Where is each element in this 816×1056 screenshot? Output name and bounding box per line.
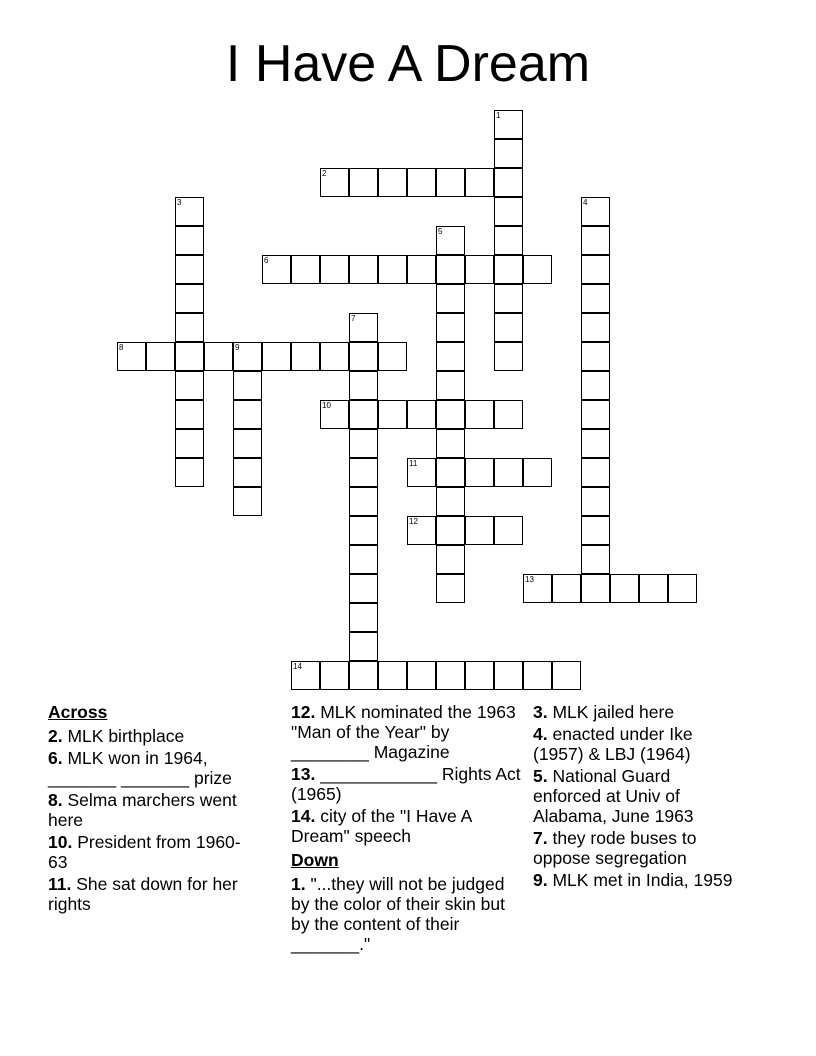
grid-cell[interactable] [494, 342, 523, 371]
grid-cell[interactable] [175, 400, 204, 429]
down-clue-9 [533, 870, 743, 890]
cell-number: 7 [351, 314, 356, 323]
grid-cell[interactable] [320, 255, 349, 284]
grid-cell[interactable] [639, 574, 668, 603]
clue-text: She sat down for her rights [48, 874, 238, 914]
grid-cell[interactable] [436, 313, 465, 342]
grid-cell[interactable] [494, 661, 523, 690]
grid-cell[interactable] [378, 255, 407, 284]
clue-number: 6. [48, 748, 63, 768]
clue-number: 7. [533, 828, 548, 848]
grid-cell[interactable] [581, 545, 610, 574]
grid-cell[interactable] [320, 168, 349, 197]
clue-text: they rode buses to oppose segregation [533, 828, 697, 868]
grid-cell[interactable] [465, 168, 494, 197]
clue-text: city of the "I Have A Dream" speech [291, 806, 472, 846]
grid-cell[interactable] [436, 342, 465, 371]
grid-cell[interactable] [523, 458, 552, 487]
grid-cell[interactable] [320, 342, 349, 371]
across-clue-11 [48, 874, 258, 914]
down-heading: Down [291, 850, 339, 870]
grid-cell[interactable] [581, 429, 610, 458]
grid-cell[interactable] [233, 458, 262, 487]
grid-cell[interactable] [436, 458, 465, 487]
grid-cell[interactable] [349, 429, 378, 458]
across-heading: Across [48, 702, 108, 722]
grid-cell[interactable] [494, 139, 523, 168]
grid-cell[interactable] [436, 574, 465, 603]
cell-number: 6 [264, 256, 269, 265]
grid-cell[interactable] [494, 516, 523, 545]
grid-cell[interactable] [465, 255, 494, 284]
clue-number: 5. [533, 766, 548, 786]
grid-cell[interactable] [436, 400, 465, 429]
down-clue-3 [533, 702, 743, 722]
grid-cell[interactable] [523, 574, 552, 603]
cell-number: 5 [438, 227, 443, 236]
across-clue-8 [48, 790, 258, 830]
grid-cell[interactable] [465, 458, 494, 487]
cell-number: 13 [525, 575, 534, 584]
grid-cell[interactable] [494, 168, 523, 197]
grid-cell[interactable] [407, 661, 436, 690]
grid-cell[interactable] [581, 342, 610, 371]
grid-cell[interactable] [436, 545, 465, 574]
clue-text: ____________ Rights Act (1965) [291, 764, 521, 804]
grid-cell[interactable] [349, 400, 378, 429]
grid-cell[interactable] [175, 284, 204, 313]
grid-cell[interactable] [581, 284, 610, 313]
grid-cell[interactable] [349, 516, 378, 545]
clue-number: 10. [48, 832, 73, 852]
grid-cell[interactable] [349, 313, 378, 342]
grid-cell[interactable] [581, 516, 610, 545]
grid-cell[interactable] [494, 226, 523, 255]
grid-cell[interactable] [581, 400, 610, 429]
grid-cell[interactable] [581, 255, 610, 284]
cell-number: 11 [409, 459, 418, 468]
clue-text: MLK nominated the 1963 "Man of the Year" by ________ Magazine [291, 702, 516, 762]
grid-cell[interactable] [552, 574, 581, 603]
grid-cell[interactable] [233, 400, 262, 429]
grid-cell[interactable] [175, 313, 204, 342]
clue-number: 4. [533, 724, 548, 744]
grid-cell[interactable] [175, 197, 204, 226]
grid-cell[interactable] [465, 661, 494, 690]
grid-cell[interactable] [581, 313, 610, 342]
grid-cell[interactable] [349, 574, 378, 603]
grid-cell[interactable] [349, 255, 378, 284]
grid-cell[interactable] [581, 226, 610, 255]
clue-text: National Guard enforced at Univ of Alabama, June 1963 [533, 766, 694, 826]
clue-text: MLK birthplace [67, 726, 185, 746]
clue-text: Selma marchers went here [48, 790, 237, 830]
page-title: I Have A Dream [225, 35, 591, 93]
grid-cell[interactable] [436, 371, 465, 400]
grid-cell[interactable] [407, 458, 436, 487]
grid-cell[interactable] [523, 255, 552, 284]
grid-cell[interactable] [378, 168, 407, 197]
grid-cell[interactable] [581, 371, 610, 400]
cell-number: 2 [322, 169, 327, 178]
cell-number: 1 [496, 111, 501, 120]
grid-cell[interactable] [668, 574, 697, 603]
grid-cell[interactable] [349, 458, 378, 487]
grid-cell[interactable] [349, 342, 378, 371]
clue-number: 14. [291, 806, 316, 826]
across-clue-13 [291, 764, 523, 804]
clue-number: 8. [48, 790, 63, 810]
grid-cell[interactable] [378, 342, 407, 371]
grid-cell[interactable] [552, 661, 581, 690]
grid-cell[interactable] [407, 168, 436, 197]
grid-cell[interactable] [436, 255, 465, 284]
clue-number: 11. [48, 874, 72, 894]
grid-cell[interactable] [349, 371, 378, 400]
grid-cell[interactable] [610, 574, 639, 603]
grid-cell[interactable] [581, 487, 610, 516]
grid-cell[interactable] [494, 197, 523, 226]
grid-cell[interactable] [494, 458, 523, 487]
grid-cell[interactable] [175, 371, 204, 400]
clues-column-3 [533, 702, 743, 892]
grid-cell[interactable] [378, 400, 407, 429]
grid-cell[interactable] [436, 661, 465, 690]
cell-number: 12 [409, 517, 418, 526]
clues-column-1 [48, 702, 258, 916]
grid-cell[interactable] [320, 661, 349, 690]
grid-cell[interactable] [233, 371, 262, 400]
grid-cell[interactable] [291, 661, 320, 690]
grid-cell[interactable] [436, 226, 465, 255]
grid-cell[interactable] [175, 226, 204, 255]
clue-number: 13. [291, 764, 316, 784]
grid-cell[interactable] [494, 400, 523, 429]
grid-cell[interactable] [436, 487, 465, 516]
grid-cell[interactable] [204, 342, 233, 371]
clue-number: 12. [291, 702, 316, 722]
clue-text: President from 1960-63 [48, 832, 241, 872]
across-clue-10 [48, 832, 258, 872]
grid-cell[interactable] [349, 168, 378, 197]
grid-cell[interactable] [175, 255, 204, 284]
cell-number: 10 [322, 401, 331, 410]
cell-number: 8 [119, 343, 124, 352]
clue-number: 3. [533, 702, 548, 722]
grid-cell[interactable] [581, 458, 610, 487]
clue-number: 9. [533, 870, 548, 890]
grid-cell[interactable] [407, 516, 436, 545]
grid-cell[interactable] [320, 400, 349, 429]
grid-cell[interactable] [291, 342, 320, 371]
cell-number: 4 [583, 198, 588, 207]
grid-cell[interactable] [117, 342, 146, 371]
grid-cell[interactable] [436, 516, 465, 545]
cell-number: 14 [293, 662, 302, 671]
clue-number: 2. [48, 726, 63, 746]
clue-text: "...they will not be judged by the color of their skin but by the content of their _______." [291, 874, 505, 954]
down-clue-7 [533, 828, 743, 868]
grid-cell[interactable] [581, 197, 610, 226]
grid-cell[interactable] [494, 255, 523, 284]
clue-text: enacted under Ike (1957) & LBJ (1964) [533, 724, 693, 764]
grid-cell[interactable] [291, 255, 320, 284]
clue-text: MLK won in 1964, _______ _______ prize [48, 748, 232, 788]
grid-cell[interactable] [175, 342, 204, 371]
cell-number: 3 [177, 198, 182, 207]
grid-cell[interactable] [349, 661, 378, 690]
grid-cell[interactable] [494, 313, 523, 342]
clue-text: MLK jailed here [552, 702, 675, 722]
grid-cell[interactable] [494, 284, 523, 313]
clue-text: MLK met in India, 1959 [552, 870, 733, 890]
grid-cell[interactable] [233, 429, 262, 458]
down-clue-5 [533, 766, 743, 826]
grid-cell[interactable] [349, 487, 378, 516]
clues-column-2 [291, 702, 523, 956]
across-clue-2 [48, 726, 258, 746]
down-clue-4 [533, 724, 743, 764]
grid-cell[interactable] [378, 661, 407, 690]
grid-cell[interactable] [581, 574, 610, 603]
grid-cell[interactable] [175, 429, 204, 458]
grid-cell[interactable] [349, 545, 378, 574]
grid-cell[interactable] [233, 342, 262, 371]
grid-cell[interactable] [146, 342, 175, 371]
across-clue-14 [291, 806, 523, 846]
grid-cell[interactable] [407, 255, 436, 284]
grid-cell[interactable] [465, 516, 494, 545]
grid-cell[interactable] [349, 632, 378, 661]
clue-number: 1. [291, 874, 306, 894]
down-clue-1 [291, 874, 523, 954]
grid-cell[interactable] [465, 400, 494, 429]
across-clue-6 [48, 748, 258, 788]
grid-cell[interactable] [349, 603, 378, 632]
grid-cell[interactable] [262, 342, 291, 371]
grid-cell[interactable] [436, 168, 465, 197]
grid-cell[interactable] [523, 661, 552, 690]
grid-cell[interactable] [494, 110, 523, 139]
grid-cell[interactable] [262, 255, 291, 284]
across-clue-12 [291, 702, 523, 762]
grid-cell[interactable] [436, 284, 465, 313]
grid-cell[interactable] [175, 458, 204, 487]
cell-number: 9 [235, 343, 240, 352]
grid-cell[interactable] [233, 487, 262, 516]
grid-cell[interactable] [436, 429, 465, 458]
grid-cell[interactable] [407, 400, 436, 429]
